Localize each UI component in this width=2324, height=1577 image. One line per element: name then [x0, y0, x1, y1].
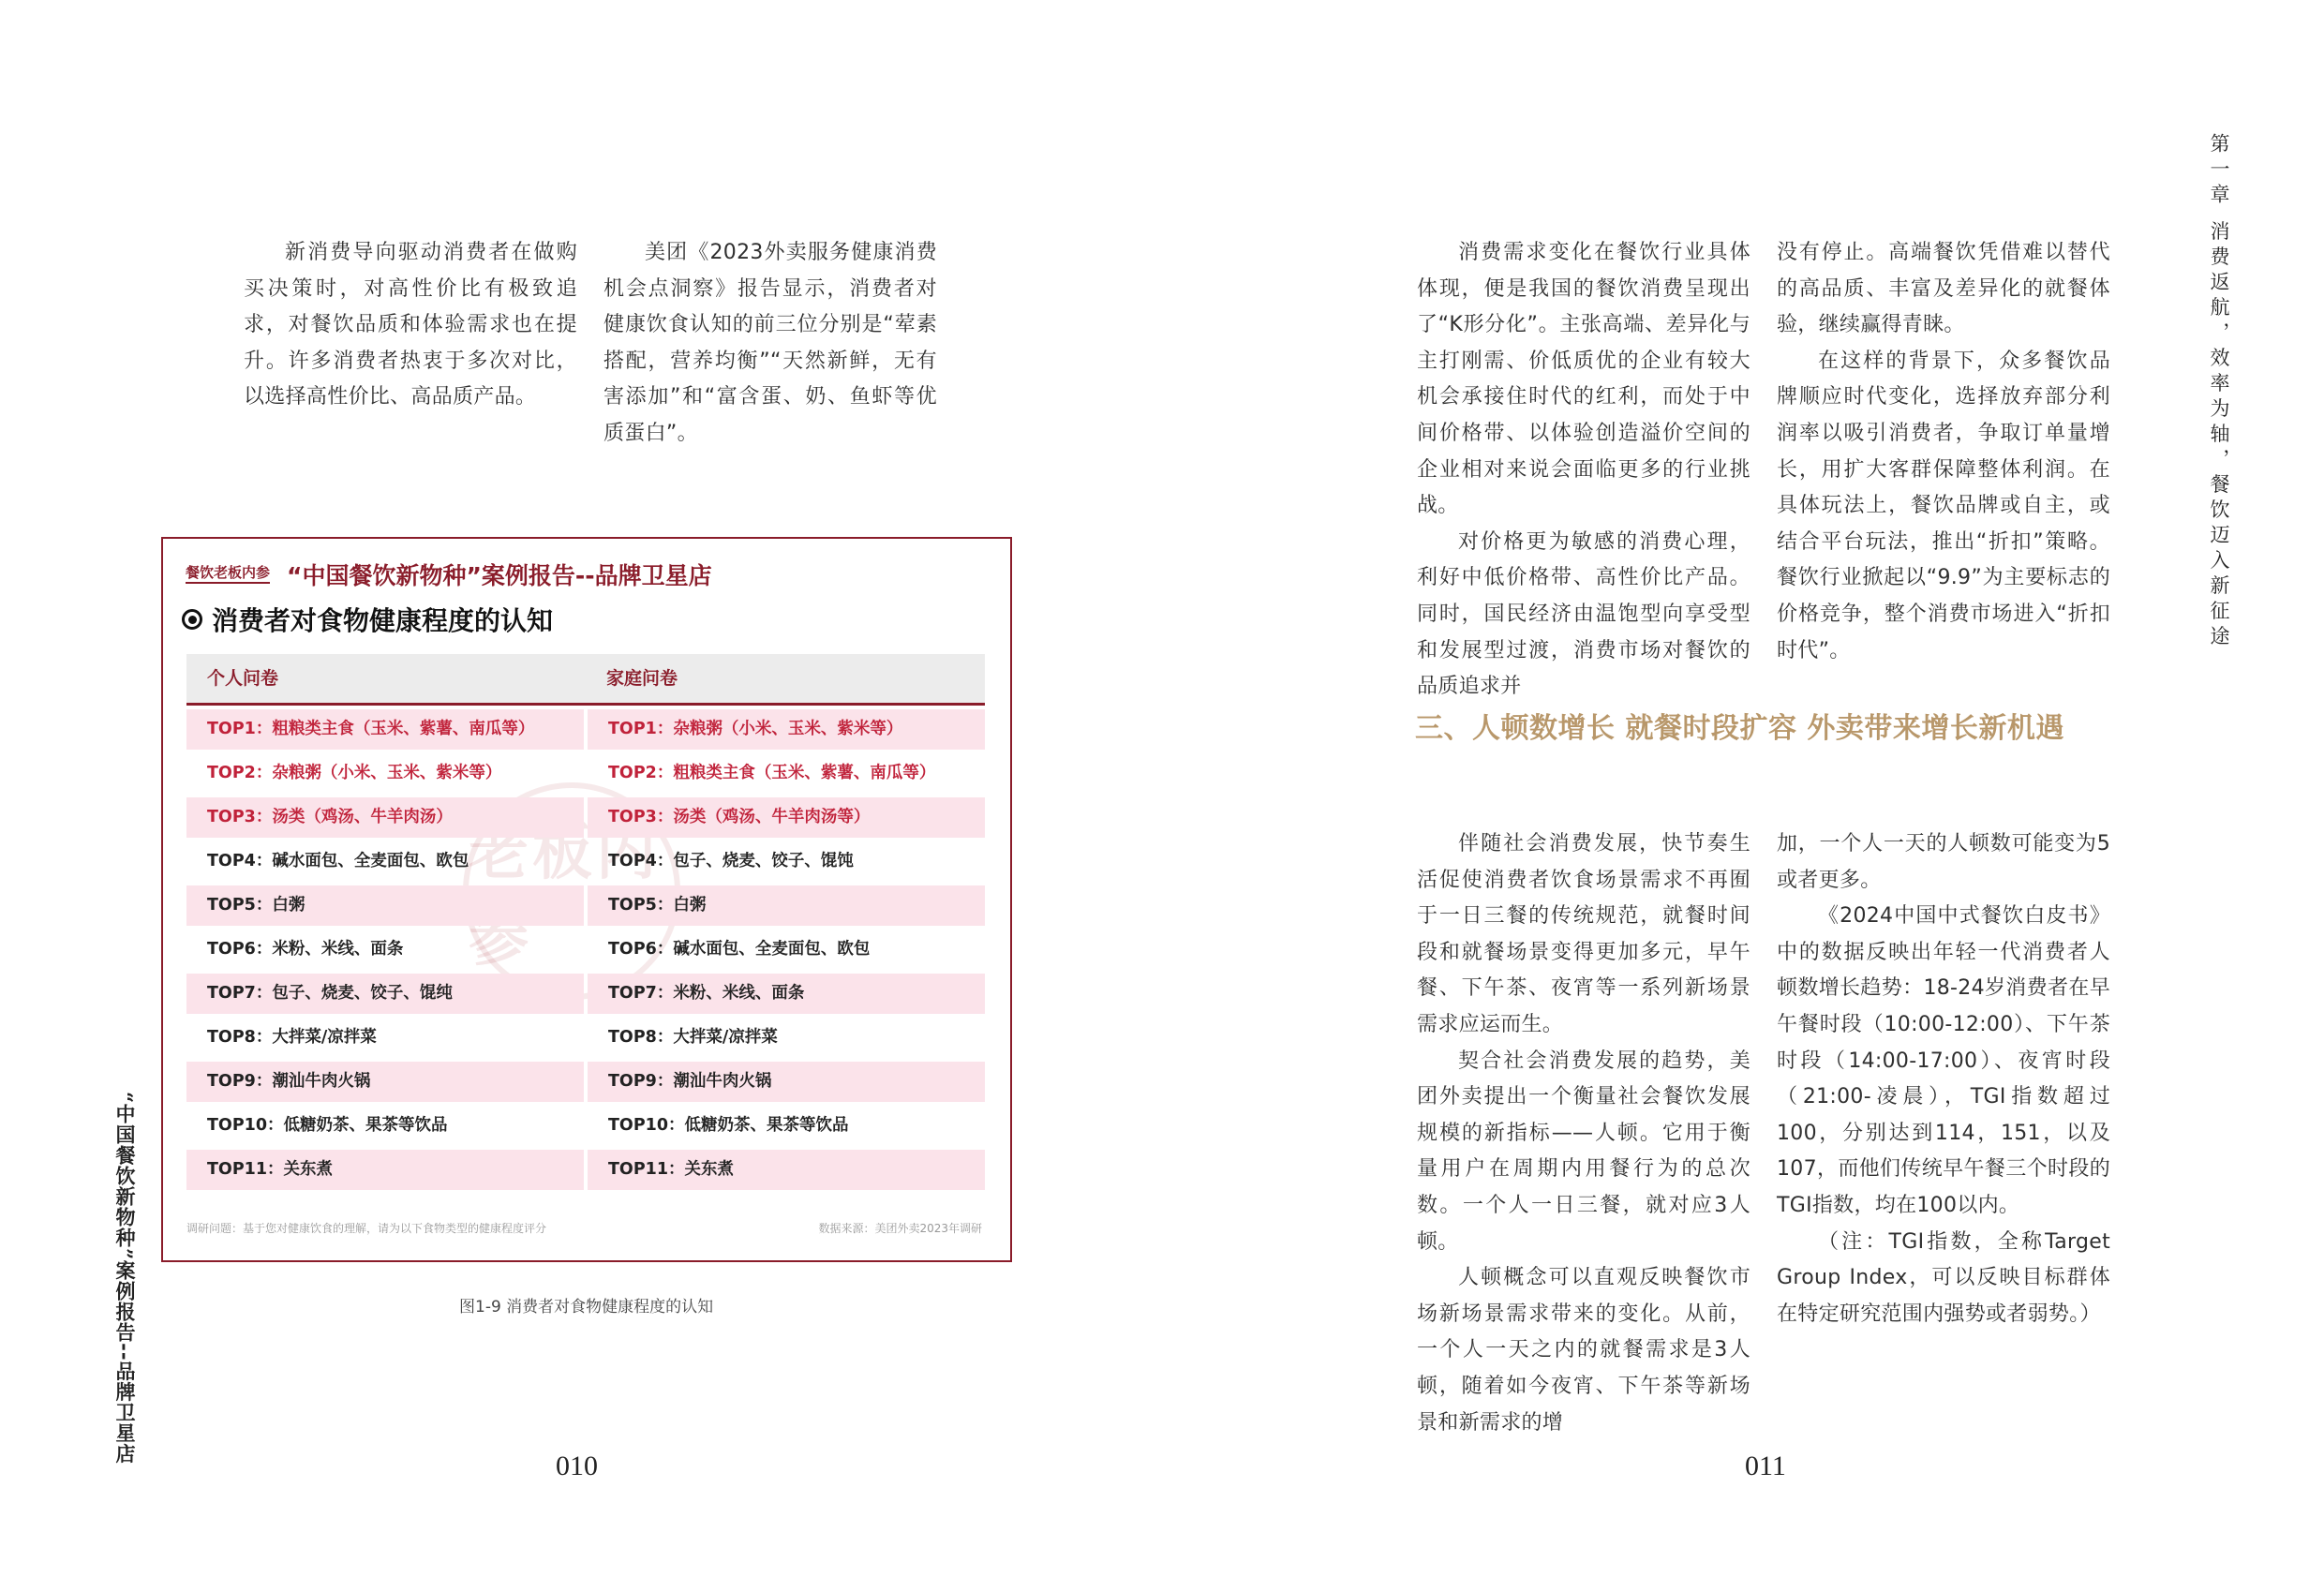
right-column-1-top — [1417, 235, 1750, 706]
cell-personal: TOP6：米粉、米线、面条 — [207, 940, 404, 959]
paragraph: 伴随社会消费发展，快节奏生活促使消费者饮食场景需求不再囿于一日三餐的传统规范，就餐时间段和就餐场景变得更加多元，早午餐、下午茶、夜宵等一系列新场景需求应运而生。 — [1417, 832, 1750, 1036]
paragraph: 契合社会消费发展的趋势，美团外卖提出一个衡量社会餐饮发展规模的新指标——人顿。它用于衡量用户在周期内用餐行为的总次数。一个人一日三餐，就对应3人顿。 — [1417, 1049, 1750, 1254]
cell-personal: TOP5：白粥 — [186, 885, 584, 926]
table-row — [186, 709, 985, 750]
cell-family: TOP3：汤类（鸡汤、牛羊肉汤等） — [588, 797, 985, 838]
intro-paragraph-2: 美团《2023外卖服务健康消费机会点洞察》报告显示，消费者对健康饮食认知的前三位分别是“荤素搭配，营养均衡”“天然新鲜，无有害添加”和“富含蛋、奶、鱼虾等优质蛋白”。 — [603, 241, 937, 445]
cell-family: TOP1：杂粮粥（小米、玉米、紫米等） — [588, 709, 985, 750]
figure-title: “中国餐饮新物种”案例报告--品牌卫星店 — [287, 562, 712, 589]
column-header-personal: 个人问卷 — [207, 668, 279, 689]
brand-logo: 餐饮老板内参 — [186, 565, 270, 585]
cell-personal: TOP8：大拌菜/凉拌菜 — [207, 1028, 377, 1047]
table-body — [186, 709, 985, 1190]
cell-personal: TOP10：低糖奶茶、果茶等饮品 — [207, 1116, 448, 1135]
cell-family: TOP10：低糖奶茶、果茶等饮品 — [608, 1116, 849, 1135]
cell-family: TOP8：大拌菜/凉拌菜 — [608, 1028, 778, 1047]
paragraph: （注：TGI指数，全称Target Group Index，可以反映目标群体在特定研究范围内强势或者弱势。） — [1777, 1229, 2110, 1326]
cell-personal: TOP2：杂粮粥（小米、玉米、紫米等） — [207, 764, 502, 782]
table-row — [186, 797, 985, 838]
figure-subtitle-row — [182, 601, 553, 638]
figure-caption: 图1-9 消费者对食物健康程度的认知 — [459, 1298, 714, 1317]
cell-family: TOP5：白粥 — [588, 885, 985, 926]
table-row — [186, 841, 985, 882]
cell-family: TOP2：粗粮类主食（玉米、紫薯、南瓜等） — [608, 764, 936, 782]
table-row — [186, 1062, 985, 1102]
page-number-left: 010 — [556, 1451, 598, 1481]
table-row — [186, 1106, 985, 1146]
paragraph: 在这样的背景下，众多餐饮品牌顺应时代变化，选择放弃部分利润率以吸引消费者，争取订单量增长，用扩大客群保障整体利润。在具体玩法上，餐饮品牌或自主，或结合平台玩法，推出“折扣”策略。餐饮行业掀起以“9.9”为主要标志的价格竞争，整个消费市场进入“折扣时代”。 — [1777, 349, 2110, 662]
figure-subtitle: 消费者对食物健康程度的认知 — [212, 605, 554, 636]
paragraph: 消费需求变化在餐饮行业具体体现，便是我国的餐饮消费呈现出了“K形分化”。主张高端、差异化与主打刚需、价低质优的企业有较大机会承接住时代的红利，而处于中间价格带、以体验创造溢价空间的企业相对来说会面临更多的行业挑战。 — [1417, 241, 1750, 518]
paragraph: 对价格更为敏感的消费心理，利好中低价格带、高性价比产品。同时，国民经济由温饱型向享受型和发展型过渡，消费市场对餐饮的品质追求并 — [1417, 529, 1750, 699]
paragraph: 《2024中国中式餐饮白皮书》中的数据反映出年轻一代消费者人顿数增长趋势：18-24岁消费者在早午餐时段（10:00-12:00）、下午茶时段（14:00-17:00）、夜宵时段（21:00-凌晨），TGI指数超过100，分别达到114，151，以及107，而他们传统早午餐三个时段的TGI指数，均在100以内。 — [1777, 904, 2110, 1217]
report-title-vertical: “中国餐饮新物种”案例报告--品牌卫星店 — [113, 1092, 137, 1465]
cell-family: TOP11：关东煮 — [588, 1150, 985, 1190]
radio-bullet-icon — [182, 609, 202, 630]
ranking-table — [186, 654, 985, 1190]
cell-family: TOP4：包子、烧麦、饺子、馄饨 — [608, 852, 854, 870]
figure-health-perception — [161, 537, 1012, 1262]
paragraph-continued: 没有停止。高端餐饮凭借难以替代的高品质、丰富及差异化的就餐体验，继续赢得青睐。 — [1777, 241, 2110, 337]
right-column-2-bottom — [1777, 826, 2110, 1332]
cell-personal: TOP11：关东煮 — [186, 1150, 584, 1190]
cell-family: TOP9：潮汕牛肉火锅 — [588, 1062, 985, 1102]
column-header-family: 家庭问卷 — [606, 668, 678, 689]
cell-family: TOP7：米粉、米线、面条 — [588, 974, 985, 1014]
table-row — [186, 753, 985, 794]
intro-paragraph-1: 新消费导向驱动消费者在做购买决策时，对高性价比有极致追求，对餐饮品质和体验需求也在提升。许多消费者热衷于多次对比，以选择高性价比、高品质产品。 — [244, 241, 577, 409]
paragraph: 人顿概念可以直观反映餐饮市场新场景需求带来的变化。从前，一个人一天之内的就餐需求是3人顿，随着如今夜宵、下午茶等新场景和新需求的增 — [1417, 1266, 1750, 1435]
figure-header — [186, 558, 712, 591]
cell-personal: TOP3：汤类（鸡汤、牛羊肉汤） — [186, 797, 584, 838]
table-row — [186, 1018, 985, 1058]
table-row — [186, 930, 985, 970]
page-number-right: 011 — [1745, 1451, 1786, 1481]
cell-personal: TOP7：包子、烧麦、饺子、馄纯 — [186, 974, 584, 1014]
table-row — [186, 1150, 985, 1190]
cell-personal: TOP1：粗粮类主食（玉米、紫薯、南瓜等） — [186, 709, 584, 750]
table-row — [186, 885, 985, 926]
data-source-note: 数据来源：美团外卖2023年调研 — [818, 1222, 982, 1235]
right-column-2-top — [1777, 235, 2110, 669]
table-row — [186, 974, 985, 1014]
table-header — [186, 654, 985, 706]
watermark-logo: 老板内参 — [463, 782, 680, 1000]
paragraph-continued: 加，一个人一天的人顿数可能变为5或者更多。 — [1777, 832, 2110, 892]
right-column-1-bottom — [1417, 826, 1750, 1441]
survey-question-note: 调研问题：基于您对健康饮食的理解，请为以下食物类型的健康程度评分 — [186, 1222, 547, 1235]
cell-personal: TOP4：碱水面包、全麦面包、欧包 — [207, 852, 469, 870]
cell-family: TOP6：碱水面包、全麦面包、欧包 — [608, 940, 871, 959]
cell-personal: TOP9：潮汕牛肉火锅 — [186, 1062, 584, 1102]
chapter-title-vertical: 第一章 消费返航，效率为轴，餐饮迈入新征途 — [2208, 133, 2230, 651]
section-heading: 三、人顿数增长 就餐时段扩容 外卖带来增长新机遇 — [1415, 712, 2064, 745]
